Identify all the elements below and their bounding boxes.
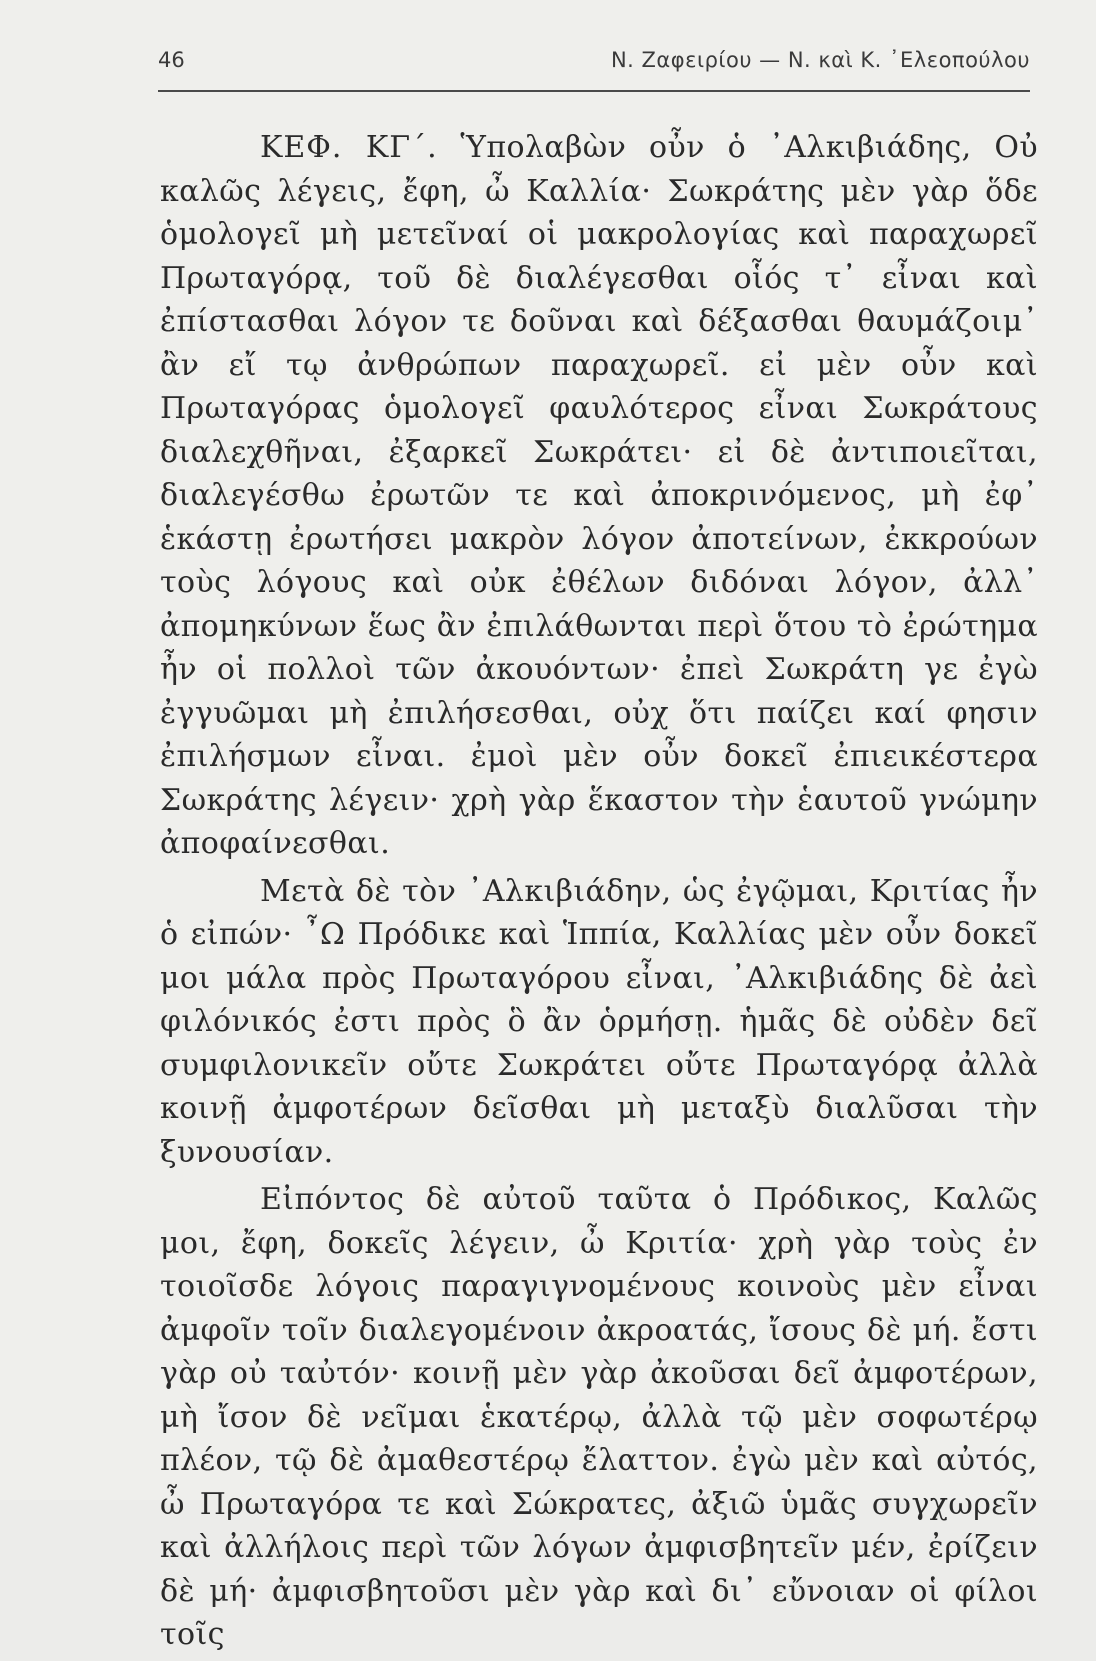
paragraph-3: Εἰπόντος δὲ αὐτοῦ ταῦτα ὁ Πρόδικος, Καλῶς μοι, ἔφη, δοκεῖς λέγειν, ὦ Κριτία· χρὴ γὰρ τοὺς ἐν τοιοῖσδε λόγοις παραγιγνομένους κοινοὺς μὲν εἶναι ἀμφοῖν τοῖν διαλεγομένοιν ἀκροατάς, ἴσους δὲ μή. ἔστι γὰρ οὐ ταὐτόν· κοινῇ μὲν γὰρ ἀκοῦσαι δεῖ ἀμφοτέρων, μὴ ἴσον δὲ νεῖμαι ἑκατέρῳ, ἀλλὰ τῷ μὲν σοφωτέρῳ πλέον, τῷ δὲ ἀμαθεστέρῳ ἔλαττον. ἐγὼ μὲν καὶ αὐτός, ὦ Πρωταγόρα τε καὶ Σώκρατες, ἀξιῶ ὑμᾶς συγχωρεῖν καὶ ἀλλήλοις περὶ τῶν λόγων ἀμφισβητεῖν μέν, ἐρίζειν δὲ μή· ἀμφισβητοῦσι μὲν γὰρ καὶ δι᾽ εὔνοιαν οἱ φίλοι τοῖς [160,1182,1038,1652]
running-title: Ν. Ζαφειρίου — Ν. καὶ Κ. ᾽Ελεοπούλου [610,48,1030,72]
main-text [160,126,1038,1661]
chapter-label: ΚΕΦ. ΚΓ΄. [260,130,438,165]
paragraph-1-text: Ὑπολαβὼν οὖν ὁ ᾽Αλκιβιάδης, Οὐ καλῶς λέγεις, ἔφη, ὦ Καλλία· Σωκράτης μὲν γὰρ ὅδε ὁμολογεῖ μὴ μετεῖναί οἱ μακρολογίας καὶ παραχωρεῖ Πρωταγόρᾳ, τοῦ δὲ διαλέγεσθαι οἷός τ᾽ εἶναι καὶ ἐπίστασθαι λόγον τε δοῦναι καὶ δέξασθαι θαυμάζοιμ᾽ ἂν εἴ τῳ ἀνθρώπων παραχωρεῖ. εἰ μὲν οὖν καὶ Πρωταγόρας ὁμολογεῖ φαυλότερος εἶναι Σωκράτους διαλεχθῆναι, ἐξαρκεῖ Σωκράτει· εἰ δὲ ἀντιποιεῖται, διαλεγέσθω ἐρωτῶν τε καὶ ἀποκρινόμενος, μὴ ἐφ᾽ ἑκάστῃ ἐρωτήσει μακρὸν λόγον ἀποτείνων, ἐκκρούων τοὺς λόγους καὶ οὐκ ἐθέλων διδόναι λόγον, ἀλλ᾽ ἀπομηκύνων ἕως ἂν ἐπιλάθωνται περὶ ὅτου τὸ ἐρώτημα ἦν οἱ πολλοὶ τῶν ἀκουόντων· ἐπεὶ Σωκράτη γε ἐγὼ ἐγγυῶμαι μὴ ἐπιλήσεσθαι, οὐχ ὅτι παίζει καί φησιν ἐπιλήσμων εἶναι. ἐμοὶ μὲν οὖν δοκεῖ ἐπιεικέστερα Σωκράτης λέγειν· χρὴ γὰρ ἕκαστον τὴν ἑαυτοῦ γνώμην ἀποφαίνεσθαι. [160,130,1038,861]
page-number: 46 [158,48,185,72]
paragraph-1 [160,126,1038,866]
header-rule [158,90,1030,92]
paragraph-2: Μετὰ δὲ τὸν ᾽Αλκιβιάδην, ὡς ἐγῷμαι, Κριτίας ἦν ὁ εἰπών· ῏Ω Πρόδικε καὶ Ἱππία, Καλλίας μὲν οὖν δοκεῖ μοι μάλα πρὸς Πρωταγόρου εἶναι, ᾽Αλκιβιάδης δὲ ἀεὶ φιλόνικός ἐστι πρὸς ὃ ἂν ὁρμήσῃ. ἡμᾶς δὲ οὐδὲν δεῖ συμφιλονικεῖν οὔτε Σωκράτει οὔτε Πρωταγόρᾳ ἀλλὰ κοινῇ ἀμφοτέρων δεῖσθαι μὴ μεταξὺ διαλῦσαι τὴν ξυνουσίαν. [160,873,1038,1170]
running-head [158,48,1030,88]
